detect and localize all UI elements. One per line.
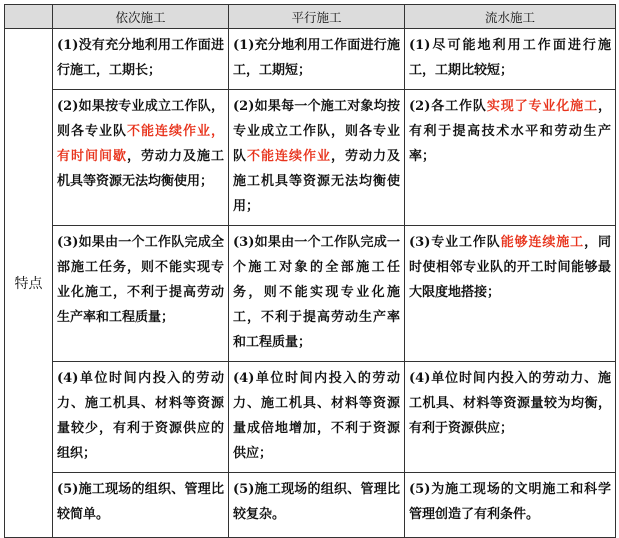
cell	[405, 29, 616, 90]
cell-text: ，有利于提高技术水平和劳动生产率；	[409, 99, 611, 164]
highlight-text: 实现了专业化施工	[486, 99, 598, 114]
header-parallel: 平行施工	[229, 5, 405, 29]
cell	[53, 29, 229, 90]
cell-text: (1)充分地利用工作面进行施工，工期短；	[233, 38, 400, 78]
table-row	[5, 29, 616, 90]
cell-text: (2)如果每一个施工对象均按专业成立工作队，则各专业队	[233, 99, 400, 164]
cell-text: (3)如果由一个工作队完成全部施工任务，则不能实现专业化施工，不利于提高劳动生产率和工程质量；	[57, 235, 224, 325]
cell	[405, 226, 616, 362]
cell-text: (5)施工现场的组织、管理比较简单。	[57, 482, 224, 522]
cell-text: (3)专业工作队	[409, 235, 501, 250]
table-row	[5, 90, 616, 226]
cell-text: (3)如果由一个工作队完成一个施工对象的全部施工任务，则不能实现专业化施工，不利于提高劳动生产率和工程质量；	[233, 235, 400, 350]
cell	[53, 226, 229, 362]
cell	[229, 29, 405, 90]
cell-text: (4)单位时间内投入的劳动力、施工机具、材料等资源量成倍地增加，不利于资源供应；	[233, 371, 400, 461]
cell-text: (2)各工作队	[409, 99, 487, 114]
highlight-text: 能够连续施工	[500, 235, 585, 250]
cell	[53, 90, 229, 226]
highlight-text: 不能连续作业，有时间间歇	[57, 124, 224, 164]
header-row	[5, 5, 616, 29]
cell-text: ，劳动力及施工机具等资源无法均衡使用；	[57, 149, 224, 189]
highlight-text: 不能连续作业	[247, 149, 331, 164]
cell	[405, 473, 616, 538]
cell-text: (4)单位时间内投入的劳动力、施工机具、材料等资源量较为均衡，有利于资源供应；	[409, 371, 611, 436]
cell	[405, 90, 616, 226]
cell-text: (4)单位时间内投入的劳动力、施工机具、材料等资源量较少，有利于资源供应的组织；	[57, 371, 224, 461]
cell	[229, 226, 405, 362]
cell-text: (2)如果按专业成立工作队，则各专业队	[57, 99, 224, 139]
cell	[53, 473, 229, 538]
cell	[229, 473, 405, 538]
cell-text: ，劳动力及施工机具等资源无法均衡使用；	[233, 149, 400, 214]
cell-text: ，同时使相邻专业队的开工时间能够最大限度地搭接；	[409, 235, 611, 300]
cell	[229, 90, 405, 226]
cell-text: (5)施工现场的组织、管理比较复杂。	[233, 482, 400, 522]
table-row	[5, 226, 616, 362]
cell-text: (1)没有充分地利用工作面进行施工，工期长；	[57, 38, 224, 78]
header-sequential: 依次施工	[53, 5, 229, 29]
header-flow: 流水施工	[405, 5, 616, 29]
row-label-features: 特点	[5, 29, 53, 538]
cell-text: (1)尽可能地利用工作面进行施工，工期比较短；	[409, 38, 611, 78]
comparison-table	[4, 4, 616, 538]
header-corner	[5, 5, 53, 29]
table-row	[5, 473, 616, 538]
cell-text: (5)为施工现场的文明施工和科学管理创造了有利条件。	[409, 482, 611, 522]
